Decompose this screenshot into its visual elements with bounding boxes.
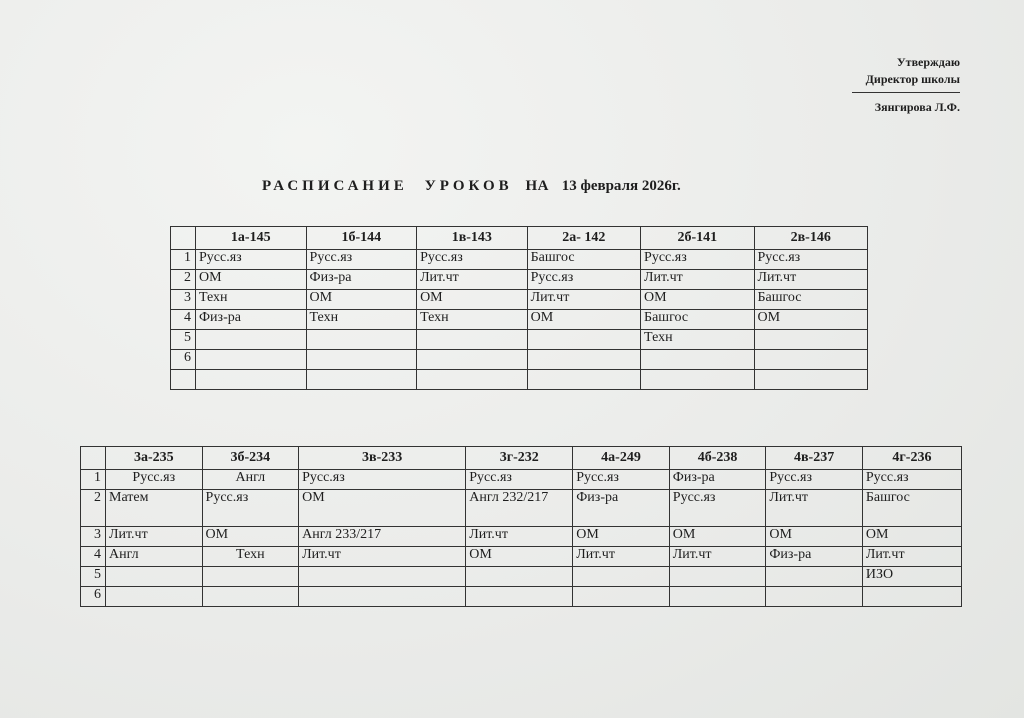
lesson-cell: Лит.чт [766,490,863,527]
class-header: 1б-144 [306,227,417,250]
lesson-cell: ОМ [466,547,573,567]
lesson-cell [306,370,417,390]
lesson-cell: Лит.чт [106,527,203,547]
lesson-cell: ОМ [754,310,868,330]
header-empty-corner [81,447,106,470]
lesson-cell: ОМ [641,290,754,310]
title-word-schedule: РАСПИСАНИЕ [262,178,408,194]
table-row [81,547,962,567]
class-header: 2б-141 [641,227,754,250]
lesson-cell: ОМ [573,527,670,547]
lesson-cell: Русс.яз [766,470,863,490]
lesson-number: 3 [171,290,196,310]
title-date: 13 февраля 2026г. [561,178,681,194]
lesson-cell: Русс.яз [306,250,417,270]
table-row [171,370,868,390]
lesson-cell: ОМ [417,290,528,310]
lesson-number: 4 [171,310,196,330]
lesson-cell: Англ [202,470,299,490]
table-row [171,350,868,370]
lesson-number: 5 [81,567,106,587]
class-header: 4г-236 [862,447,961,470]
lesson-cell: Русс.яз [669,490,766,527]
table-row [171,270,868,290]
header-empty-corner [171,227,196,250]
lesson-cell: Англ 232/217 [466,490,573,527]
lesson-cell [417,370,528,390]
lesson-cell [299,567,466,587]
lesson-cell: Русс.яз [527,270,640,290]
lesson-cell: Англ [106,547,203,567]
lesson-cell: ОМ [527,310,640,330]
table-header-row [81,447,962,470]
lesson-cell: Башгос [754,290,868,310]
lesson-cell: Русс.яз [196,250,307,270]
lesson-number: 5 [171,330,196,350]
lesson-cell: Англ 233/217 [299,527,466,547]
lesson-cell [766,587,863,607]
lesson-cell: Русс.яз [202,490,299,527]
approval-line-1: Утверждаю [896,55,960,69]
lesson-cell [106,567,203,587]
class-header: 2а- 142 [527,227,640,250]
lesson-cell: ОМ [202,527,299,547]
page-title [262,178,681,195]
class-header: 1а-145 [196,227,307,250]
lesson-cell [641,350,754,370]
lesson-cell: Техн [202,547,299,567]
lesson-cell [527,330,640,350]
lesson-cell: Матем [106,490,203,527]
lesson-cell [754,330,868,350]
lesson-cell [106,587,203,607]
lesson-cell [202,587,299,607]
approval-line-2: Директор школы [865,72,960,86]
title-word-on: НА [525,178,549,194]
lesson-cell: Техн [417,310,528,330]
lesson-number [171,370,196,390]
table-row [171,330,868,350]
lesson-cell [202,567,299,587]
director-name: Зянгирова Л.Ф. [874,100,960,114]
lesson-cell: Башгос [862,490,961,527]
table-row [81,587,962,607]
lesson-cell: Русс.яз [862,470,961,490]
lesson-cell: Техн [196,290,307,310]
lesson-cell: Лит.чт [417,270,528,290]
table-header-row [171,227,868,250]
lesson-cell: ОМ [669,527,766,547]
lesson-cell [306,330,417,350]
lesson-cell [527,350,640,370]
lesson-cell: Физ-ра [766,547,863,567]
table-row [81,567,962,587]
lesson-cell: Башгос [527,250,640,270]
lesson-cell: Русс.яз [573,470,670,490]
lesson-cell [862,587,961,607]
class-header: 3б-234 [202,447,299,470]
lesson-cell: Лит.чт [862,547,961,567]
lesson-cell: Физ-ра [669,470,766,490]
signature-line [852,92,960,93]
title-word-lessons: УРОКОВ [424,178,513,194]
lesson-cell: ОМ [766,527,863,547]
lesson-cell: ОМ [862,527,961,547]
table-row [171,250,868,270]
lesson-cell [196,370,307,390]
lesson-number: 2 [81,490,106,527]
lesson-cell [766,567,863,587]
lesson-cell [306,350,417,370]
class-header: 3а-235 [106,447,203,470]
lesson-cell: Лит.чт [527,290,640,310]
class-header: 3г-232 [466,447,573,470]
lesson-cell: ИЗО [862,567,961,587]
table-row [81,490,962,527]
lesson-cell [669,587,766,607]
lesson-cell: Лит.чт [669,547,766,567]
lesson-cell [669,567,766,587]
lesson-cell [417,350,528,370]
lesson-number: 3 [81,527,106,547]
lesson-cell: Лит.чт [754,270,868,290]
class-header: 4б-238 [669,447,766,470]
lesson-cell: Русс.яз [106,470,203,490]
lesson-cell [417,330,528,350]
schedule-table-grades-3-4 [80,446,962,607]
lesson-number: 2 [171,270,196,290]
lesson-cell [466,587,573,607]
lesson-cell: Русс.яз [417,250,528,270]
lesson-cell [466,567,573,587]
lesson-cell: Физ-ра [196,310,307,330]
lesson-cell [299,587,466,607]
lesson-cell [527,370,640,390]
schedule-table-grades-1-2 [170,226,868,390]
lesson-cell: Физ-ра [306,270,417,290]
lesson-cell [641,370,754,390]
lesson-cell: Русс.яз [641,250,754,270]
lesson-cell [754,350,868,370]
lesson-number: 4 [81,547,106,567]
class-header: 1в-143 [417,227,528,250]
lesson-cell [573,567,670,587]
lesson-cell: Русс.яз [299,470,466,490]
class-header: 2в-146 [754,227,868,250]
lesson-cell: Лит.чт [573,547,670,567]
lesson-number: 1 [171,250,196,270]
lesson-cell: Лит.чт [641,270,754,290]
lesson-cell: Физ-ра [573,490,670,527]
lesson-cell: ОМ [306,290,417,310]
lesson-cell: Русс.яз [754,250,868,270]
lesson-number: 6 [81,587,106,607]
approval-block [852,54,960,116]
class-header: 4в-237 [766,447,863,470]
lesson-number: 1 [81,470,106,490]
lesson-cell: Русс.яз [466,470,573,490]
lesson-cell: Лит.чт [299,547,466,567]
class-header: 4а-249 [573,447,670,470]
lesson-cell [573,587,670,607]
lesson-number: 6 [171,350,196,370]
lesson-cell [754,370,868,390]
lesson-cell: ОМ [196,270,307,290]
lesson-cell: Башгос [641,310,754,330]
table-row [81,470,962,490]
lesson-cell: Техн [641,330,754,350]
table-row [171,290,868,310]
lesson-cell: Техн [306,310,417,330]
lesson-cell [196,330,307,350]
lesson-cell [196,350,307,370]
lesson-cell: Лит.чт [466,527,573,547]
table-row [81,527,962,547]
table-row [171,310,868,330]
class-header: 3в-233 [299,447,466,470]
lesson-cell: ОМ [299,490,466,527]
